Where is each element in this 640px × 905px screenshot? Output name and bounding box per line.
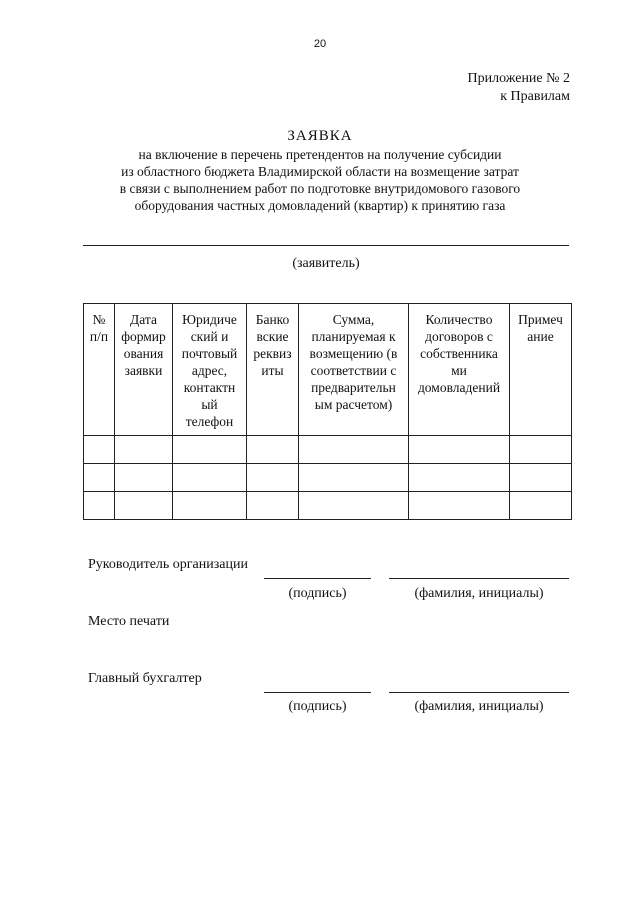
table-body xyxy=(84,436,572,520)
table-cell[interactable] xyxy=(510,436,572,464)
title-block xyxy=(60,126,580,214)
table-cell[interactable] xyxy=(173,436,247,464)
column-header: Банко вские реквиз иты xyxy=(247,304,299,436)
column-header: Сумма, планируемая к возмещению (в соответствии с предварительн ым расчетом) xyxy=(299,304,409,436)
table-row xyxy=(84,492,572,520)
table-row xyxy=(84,436,572,464)
table-cell[interactable] xyxy=(299,464,409,492)
table-cell[interactable] xyxy=(173,492,247,520)
accountant-signature-caption: (подпись) xyxy=(288,699,347,714)
table-cell[interactable] xyxy=(115,492,173,520)
head-name-line[interactable] xyxy=(389,578,569,579)
table-row xyxy=(84,464,572,492)
document-title: ЗАЯВКА xyxy=(287,128,353,144)
table-cell[interactable] xyxy=(409,492,510,520)
table-cell[interactable] xyxy=(84,464,115,492)
head-signature-caption: (подпись) xyxy=(288,586,347,601)
table-cell[interactable] xyxy=(409,436,510,464)
appendix-number: Приложение № 2 xyxy=(467,71,570,86)
table-cell[interactable] xyxy=(115,464,173,492)
column-header: Дата формир ования заявки xyxy=(115,304,173,436)
application-table xyxy=(83,303,572,520)
accountant-signature-line[interactable] xyxy=(264,692,371,693)
table-cell[interactable] xyxy=(247,436,299,464)
applicant-underline[interactable] xyxy=(83,245,569,246)
table-cell[interactable] xyxy=(299,492,409,520)
head-name-caption: (фамилия, инициалы) xyxy=(414,586,544,601)
applicant-caption: (заявитель) xyxy=(292,256,360,271)
appendix-reference xyxy=(468,70,571,106)
table-cell[interactable] xyxy=(84,436,115,464)
accountant-name-line[interactable] xyxy=(389,692,569,693)
column-header: Примеч ание xyxy=(510,304,572,436)
accountant-name-caption: (фамилия, инициалы) xyxy=(414,699,544,714)
page-number: 20 xyxy=(313,38,327,50)
table-cell[interactable] xyxy=(510,492,572,520)
document-subtitle: на включение в перечень претендентов на получение субсидии из областного бюджета Владимирской области на возмещение затрат в связи с выполнением работ по подготовке внутридомового газового оборудования частных домовладений (квартир) к принятию газа xyxy=(119,147,521,213)
table-cell[interactable] xyxy=(173,464,247,492)
chief-accountant-label: Главный бухгалтер xyxy=(88,671,202,686)
table-cell[interactable] xyxy=(409,464,510,492)
head-of-organization-label: Руководитель организации xyxy=(88,557,248,572)
table-header-row xyxy=(84,304,572,436)
appendix-rules: к Правилам xyxy=(500,89,570,104)
table-cell[interactable] xyxy=(247,492,299,520)
head-signature-line[interactable] xyxy=(264,578,371,579)
column-header: Юридиче ский и почтовый адрес, контактн ый телефон xyxy=(173,304,247,436)
table-cell[interactable] xyxy=(84,492,115,520)
table-cell[interactable] xyxy=(510,464,572,492)
column-header: Количество договоров с собственника ми домовладений xyxy=(409,304,510,436)
table-cell[interactable] xyxy=(247,464,299,492)
stamp-place-label: Место печати xyxy=(88,614,170,629)
column-header: № п/п xyxy=(84,304,115,436)
table-cell[interactable] xyxy=(299,436,409,464)
table-cell[interactable] xyxy=(115,436,173,464)
